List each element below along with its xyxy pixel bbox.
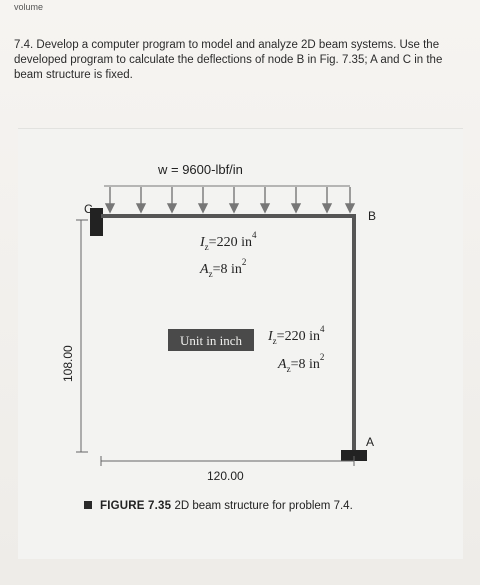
load-arrow: [323, 187, 331, 212]
caption-label: FIGURE 7.35: [100, 500, 172, 512]
beam-inertia: $I_z=220$ $in^4$: [200, 230, 257, 252]
column-properties: [267, 324, 325, 374]
unit-box-label: Unit in inch: [179, 333, 243, 348]
load-label: w = 9600-lbf/in: [158, 162, 243, 177]
problem-text: Develop a computer program to model and analyze 2D beam systems. Use the developed program to calculate the deflections of node B in Fig. 7.35; A and C in the beam structure is fixed.: [14, 39, 443, 81]
horizontal-dimension: [101, 456, 354, 466]
vertical-dimension-label: 108.00: [61, 345, 75, 382]
figure-caption: [84, 500, 464, 512]
load-arrow: [137, 187, 145, 212]
load-arrows: [106, 187, 354, 212]
node-c-label: C: [84, 202, 93, 216]
load-arrow: [168, 187, 176, 212]
caption-square-icon: [84, 501, 92, 509]
vertical-dimension: [76, 220, 88, 452]
column-inertia: $I_z=220$ $in^4$: [268, 324, 325, 346]
caption-text: 2D beam structure for problem 7.4.: [174, 500, 353, 512]
column-area: $A_z=8$ $in^2$: [278, 352, 325, 374]
beam-properties: [199, 230, 257, 279]
node-a-label: A: [366, 435, 375, 449]
beam-area: $A_z=8$ $in^2$: [200, 257, 247, 279]
load-arrow: [261, 187, 269, 212]
load-arrow: [106, 187, 114, 212]
load-arrow: [199, 187, 207, 212]
problem-number: 7.4.: [14, 39, 34, 51]
load-arrow: [292, 187, 300, 212]
load-arrow: [230, 187, 238, 212]
load-arrow: [346, 187, 354, 212]
cut-header-text: volume: [14, 2, 44, 12]
horizontal-dimension-label: 120.00: [207, 469, 244, 483]
node-b-label: B: [368, 209, 377, 223]
